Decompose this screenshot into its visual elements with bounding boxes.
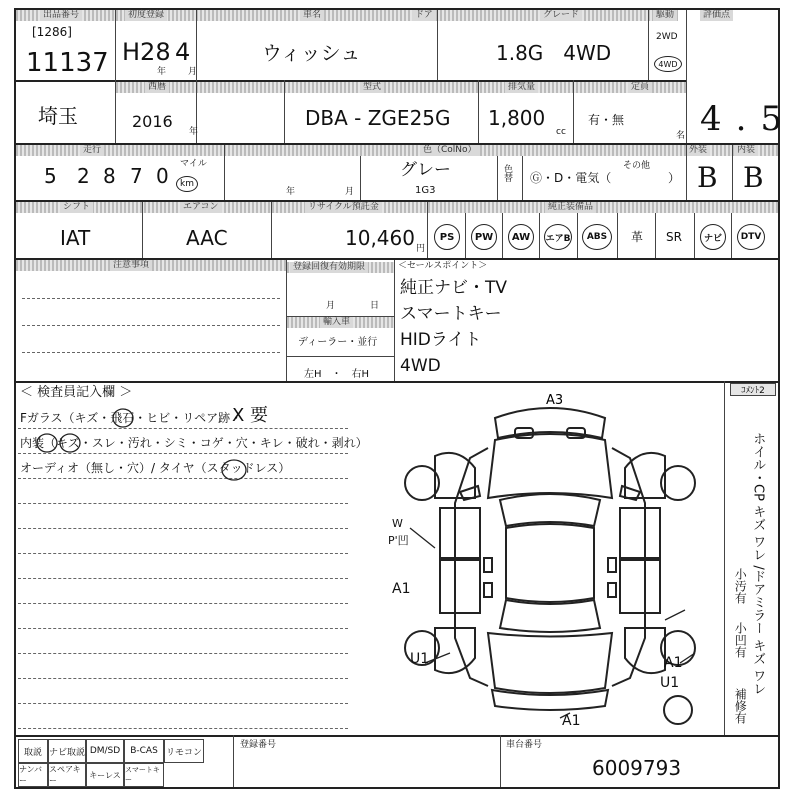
color-change-mark: 色替 (502, 164, 512, 182)
hood (488, 434, 612, 498)
prefecture: 埼玉 (38, 104, 78, 128)
opt-dm-sd (86, 739, 124, 763)
label-displacement: 排気量 (505, 82, 538, 93)
mark-w: W (392, 517, 403, 530)
import-dealer: ディーラー・並行 (298, 337, 378, 348)
year-unit: 年 (157, 67, 167, 77)
mile-unit: マイル (180, 159, 207, 169)
label-exterior: 外装 (686, 145, 710, 156)
year-unit-3: 年 (286, 187, 296, 197)
shift-value: IAT (60, 226, 91, 250)
corner-tag-text: ｺﾒﾝﾄ2 (741, 386, 765, 396)
div-bottom-2 (500, 735, 501, 787)
label-car-name: 車名 (300, 10, 324, 21)
label-drive: 駆動 (653, 10, 677, 21)
label-interior: 内装 (734, 145, 758, 156)
label-mileage: 走行 (80, 145, 104, 156)
paint-other: その他 (623, 161, 651, 171)
mark-right-a1: A1 (664, 655, 683, 671)
side-note-small-dirt: 小汚有 (733, 568, 748, 604)
mark-left-a1: A1 (392, 581, 411, 597)
opt-smart-key (124, 763, 164, 787)
lot-number: 11137 (26, 48, 109, 78)
label-recycle: リサイクル預託金 (305, 202, 382, 213)
mark-left-u1: U1 (410, 651, 430, 667)
mark-bottom-a1: A1 (562, 713, 581, 729)
label-register-no: 登録番号 (240, 740, 277, 750)
aircon-value: AAC (186, 226, 228, 250)
drive-4wd: 4WD (658, 59, 678, 69)
label-door: ドア (412, 10, 436, 21)
div-bottom-1 (233, 735, 234, 787)
car-name: ウィッシュ (262, 41, 361, 65)
displacement-value: 1,800 (488, 106, 546, 130)
sale-point: 純正ナビ・TV (400, 278, 508, 298)
paint-close-paren: ） (668, 171, 681, 185)
label-capacity: 定員 (628, 82, 652, 93)
exterior-grade: B (697, 161, 718, 194)
opt-remote (164, 739, 204, 763)
label-equipment: 純正装備品 (545, 202, 596, 213)
expiry-month: 月 (326, 301, 336, 311)
sale-point: スマートキー (400, 304, 502, 324)
person-unit: 名 (676, 131, 686, 141)
equip-sr: SR (666, 230, 682, 244)
equip-airbag: エアB (544, 224, 572, 250)
side-note-repair: 補修有 (733, 688, 748, 724)
label-shift: シフト (60, 202, 93, 213)
opt-keyless (86, 763, 124, 787)
label-grade: グレード (540, 10, 582, 21)
opt-navi-manual-label: ナビ取説 (49, 747, 86, 758)
capacity-text: 有・無 (588, 113, 625, 127)
month-unit: 月 (188, 67, 198, 77)
equip-pw: PW (471, 224, 497, 250)
label-inspector: ＜ 検査員記入欄 ＞ (20, 385, 133, 400)
div-side (724, 381, 725, 735)
opt-remote-label: リモコン (165, 747, 202, 758)
mileage-digit: 5 (44, 164, 57, 188)
inspector-glass-repair: X 要 (232, 405, 269, 426)
label-lot: 出品番号 (40, 10, 82, 21)
paint-options: Ⓖ・D・電気（ (530, 171, 612, 185)
grade-value: 1.8G 4WD (496, 41, 612, 65)
equip-abs: ABS (582, 224, 612, 250)
mark-p-dent: P'凹 (388, 534, 409, 547)
month-unit-3: 月 (345, 187, 355, 197)
roof (506, 524, 594, 602)
opt-manual-label: 取説 (23, 747, 42, 758)
opt-number-label: ナンバー (19, 765, 43, 785)
yen-unit: 円 (416, 244, 426, 254)
label-aircon: エアコン (180, 202, 222, 213)
cc-unit: cc (556, 127, 566, 137)
opt-smart-key-label: スマートキー (125, 766, 160, 784)
label-notes: 注意事項 (110, 260, 152, 271)
km-unit: km (180, 179, 194, 189)
label-color: 色（ColNo） (420, 145, 480, 156)
equip-leather: 革 (631, 230, 644, 244)
color-code: 1G3 (415, 185, 436, 196)
interior-grade: B (743, 161, 764, 194)
color-name: グレー (400, 160, 451, 180)
side-note-small-dent: 小凹有 (733, 622, 748, 658)
opt-bcas (124, 739, 164, 763)
drive-2wd: 2WD (656, 32, 678, 42)
sale-point: 4WD (400, 356, 441, 376)
inspector-glass: Fガラス（キズ・飛石・ヒビ・リペア跡・ (20, 411, 243, 425)
label-sale-points: ＜セールスポイント＞ (398, 261, 488, 271)
year-unit-2: 年 (189, 127, 199, 137)
label-score: 評価点 (700, 10, 733, 21)
model-value: DBA - ZGE25G (305, 106, 451, 130)
trunk (488, 633, 612, 693)
inspector-interior: 内装（キズ・スレ・汚れ・シミ・コゲ・穴・キレ・破れ・剥れ） (20, 436, 368, 450)
mark-right-u1: U1 (660, 675, 680, 691)
side-note-main: ホイル・CP キズ ワレ /ドアミラー キズ ワレ (750, 432, 766, 695)
equip-navi: ナビ (700, 224, 726, 250)
label-first-reg: 初度登録 (125, 10, 167, 21)
mileage-digit: 7 (130, 164, 143, 188)
recycle-value: 10,460 (345, 226, 415, 250)
score-value: 4.5 (700, 99, 797, 139)
first-reg-month: 4 (175, 38, 191, 66)
opt-spare-key (48, 763, 86, 787)
label-chassis-no: 車台番号 (506, 740, 543, 750)
equip-ps: PS (434, 224, 460, 250)
opt-dm-sd-label: DM/SD (89, 746, 121, 756)
label-year: 西暦 (145, 82, 169, 93)
opt-navi-manual (48, 739, 86, 763)
auction-code: [1286] (32, 25, 72, 39)
opt-manual (18, 739, 48, 763)
mileage-digit: 2 (77, 164, 90, 188)
opt-keyless-label: キーレス (89, 770, 121, 780)
label-registration-expiry: 登録回復有効期限 (290, 262, 368, 273)
label-import: 輸入車 (320, 317, 353, 328)
equip-aw: AW (508, 224, 534, 250)
expiry-day: 日 (370, 301, 380, 311)
sale-point: HIDライト (400, 330, 482, 350)
year-value: 2016 (132, 112, 173, 131)
opt-bcas-label: B-CAS (130, 746, 158, 756)
equip-dtv: DTV (737, 224, 765, 250)
import-handle: 左H ・ 右H (304, 369, 370, 380)
opt-number (18, 763, 48, 787)
opt-spare-key-label: スペアキー (49, 765, 81, 785)
first-reg-year: H28 (122, 38, 171, 66)
mark-top: A3 (546, 393, 564, 408)
corner-tag (730, 383, 776, 396)
chassis-number: 6009793 (592, 756, 682, 780)
inspector-audio-tire: オーディオ（無し・穴）/ タイヤ（スタッドレス） (20, 461, 291, 475)
label-model: 型式 (360, 82, 384, 93)
mileage-digit: 0 (156, 164, 169, 188)
mileage-digit: 8 (103, 164, 116, 188)
